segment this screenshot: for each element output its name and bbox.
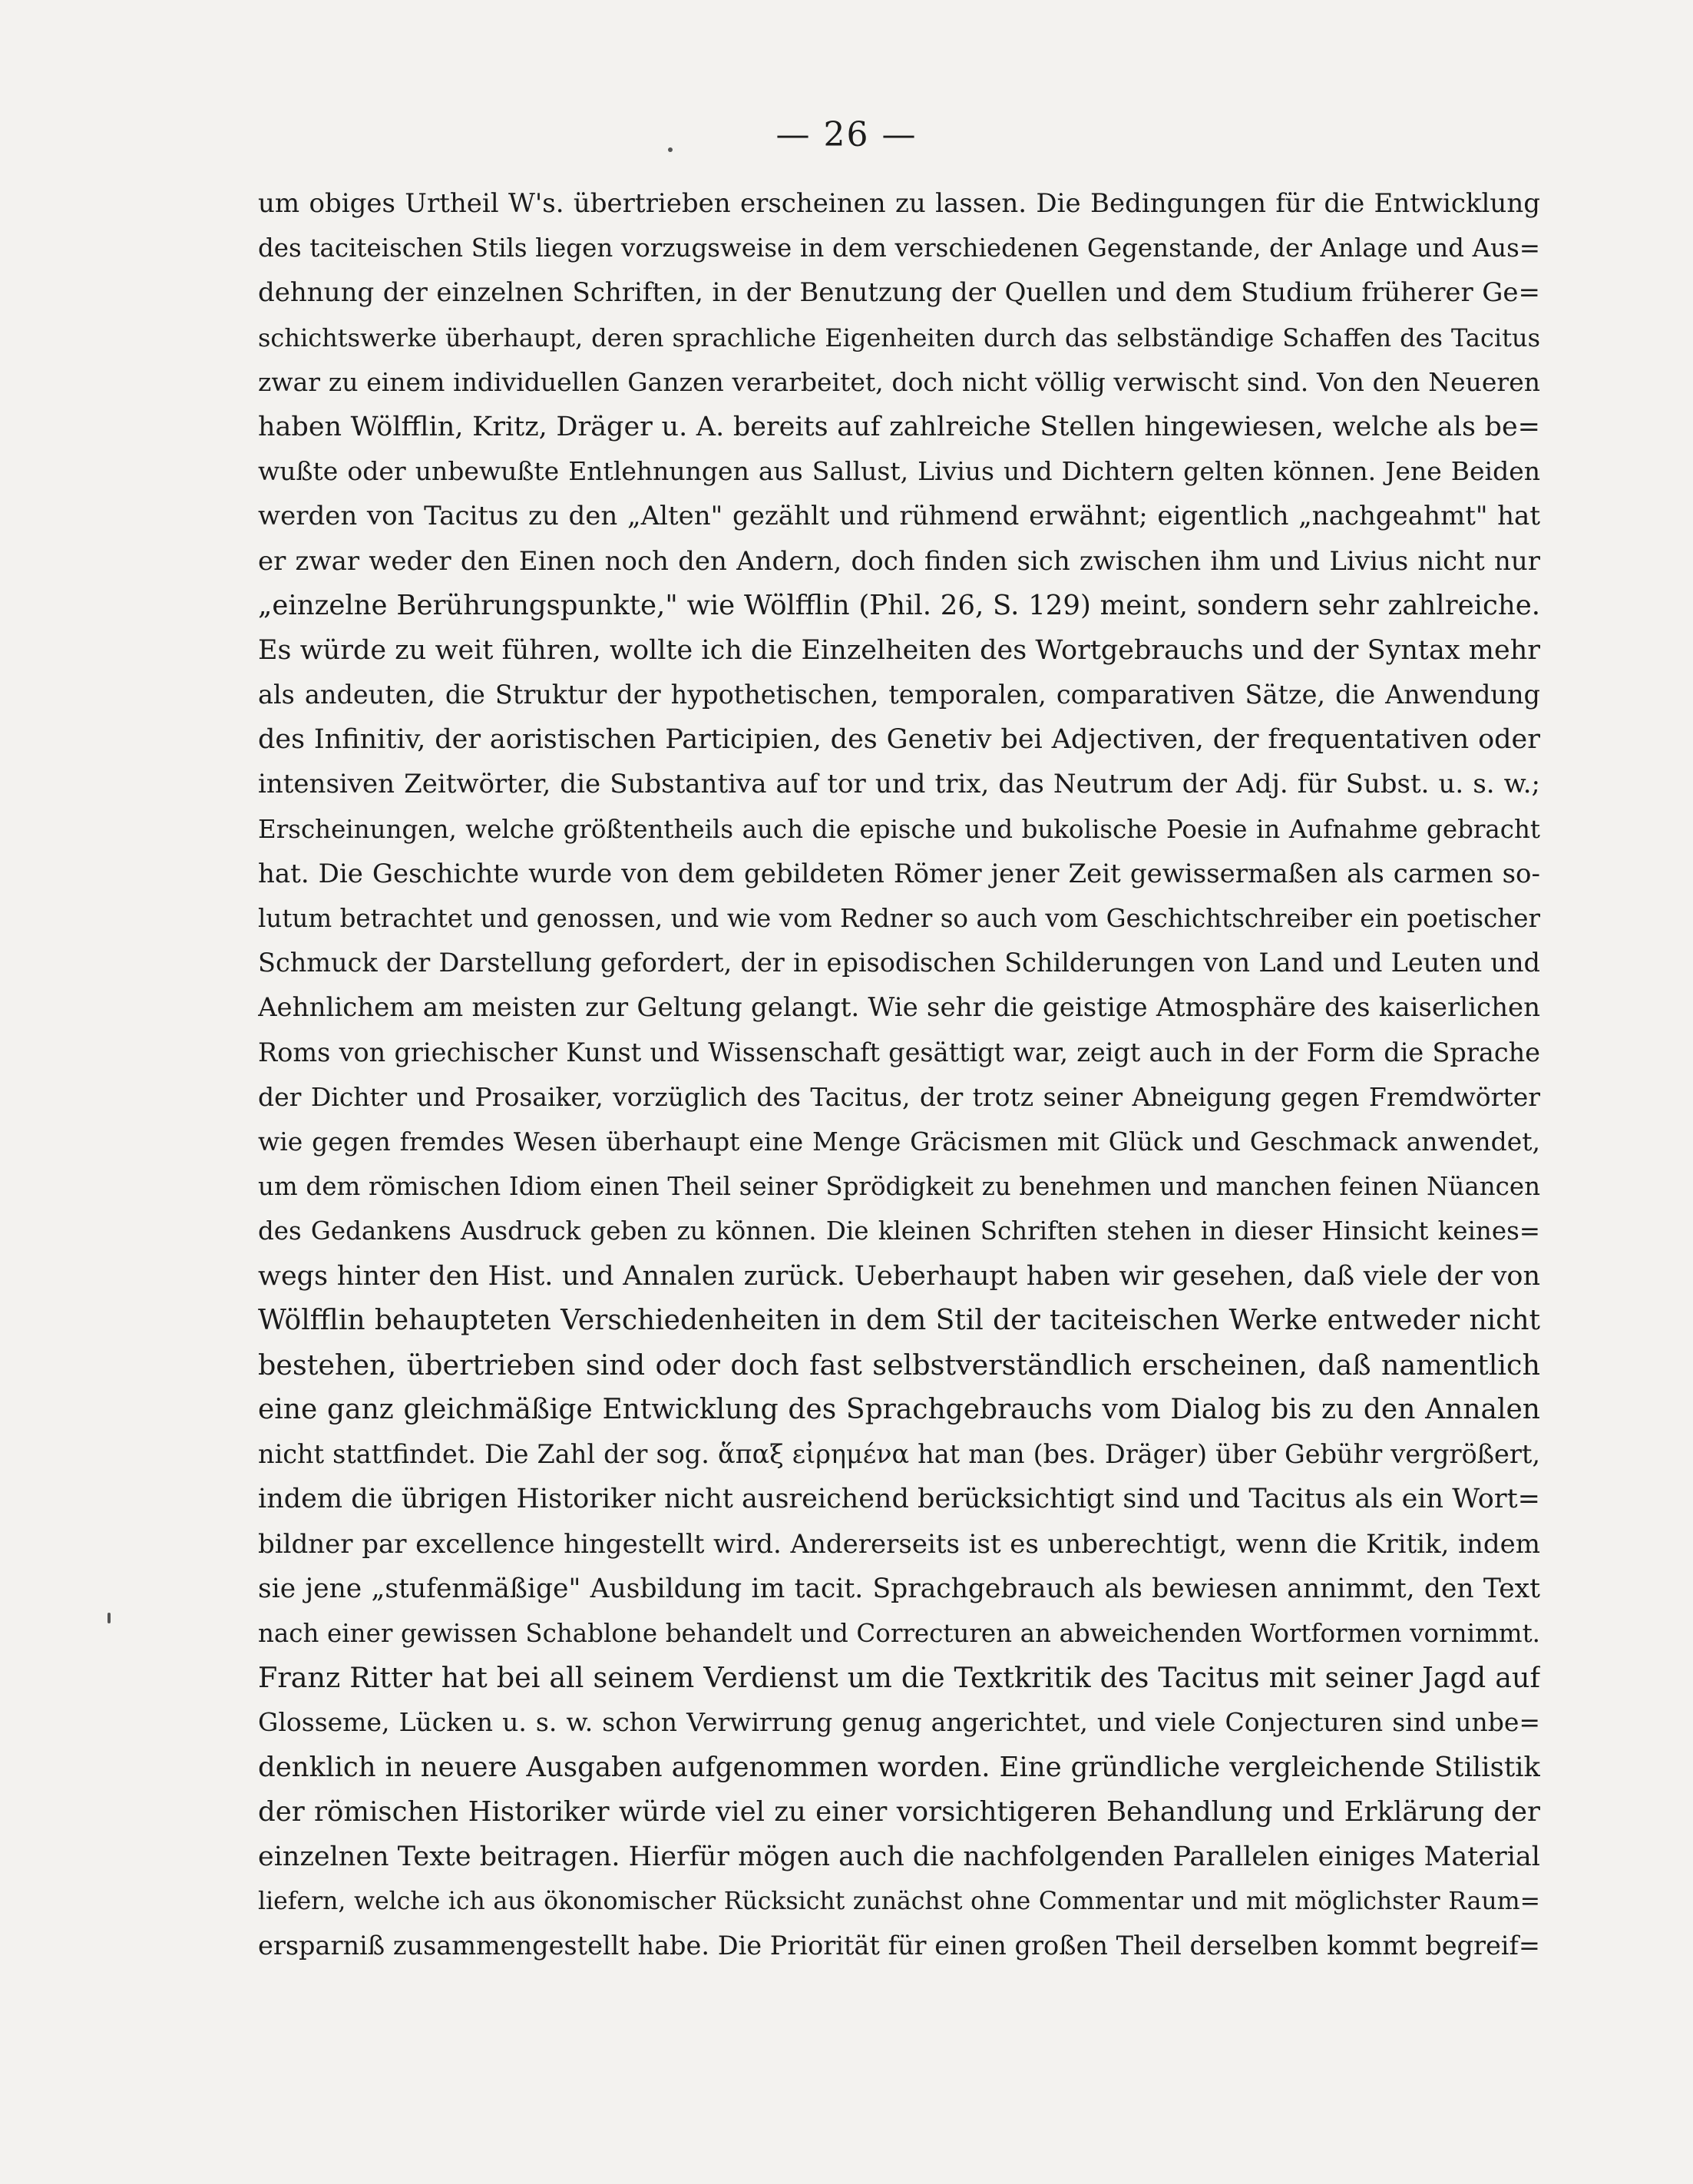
text-line: der Dichter und Prosaiker, vorzüglich des Tacitus, der trotz seiner Abneigung gegen Fremdwörter bbox=[258, 1081, 1540, 1112]
text-line: werden von Tacitus zu den „Alten" gezählt und rühmend erwähnt; eigentlich „nachgeahmt" hat bbox=[258, 501, 1540, 532]
body-text bbox=[258, 181, 1540, 1969]
text-line: liefern, welche ich aus ökonomischer Rücksicht zunächst ohne Commentar und mit möglichster Raum= bbox=[258, 1888, 1540, 1916]
text-line: haben Wölfflin, Kritz, Dräger u. A. bereits auf zahlreiche Stellen hingewiesen, welche als be= bbox=[258, 411, 1540, 442]
text-line: bestehen, übertrieben sind oder doch fast selbstverständlich erscheinen, daß namentlich bbox=[258, 1348, 1540, 1382]
text-line: der römischen Historiker würde viel zu einer vorsichtigeren Behandlung und Erklärung der bbox=[258, 1795, 1540, 1828]
text-line: dehnung der einzelnen Schriften, in der Benutzung der Quellen und dem Studium früherer Ge= bbox=[258, 277, 1540, 309]
text-line: nicht stattfindet. Die Zahl der sog. ἅπαξ εἰρημένα hat man (bes. Dräger) über Gebühr vergrößert, bbox=[258, 1439, 1540, 1470]
text-line: Wölfflin behaupteten Verschiedenheiten in dem Stil der taciteischen Werke entweder nicht bbox=[258, 1304, 1540, 1336]
text-line: Glosseme, Lücken u. s. w. schon Verwirrung genug angerichtet, und viele Conjecturen sind unbe= bbox=[258, 1707, 1540, 1738]
text-line: denklich in neuere Ausgaben aufgenommen worden. Eine gründliche vergleichende Stilistik bbox=[258, 1751, 1540, 1783]
scan-speck bbox=[668, 147, 673, 152]
page-number: — 26 — bbox=[775, 115, 918, 154]
text-line: zwar zu einem individuellen Ganzen verarbeitet, doch nicht völlig verwischt sind. Von den Neueren bbox=[258, 366, 1540, 397]
text-line: Aehnlichem am meisten zur Geltung gelangt. Wie sehr die geistige Atmosphäre des kaiserlichen bbox=[258, 992, 1540, 1024]
text-line: sie jene „stufenmäßige" Ausbildung im tacit. Sprachgebrauch als bewiesen annimmt, den Text bbox=[258, 1573, 1540, 1604]
text-line: um obiges Urtheil W's. übertrieben erscheinen zu lassen. Die Bedingungen für die Entwicklung bbox=[258, 188, 1540, 219]
text-line: wie gegen fremdes Wesen überhaupt eine Menge Gräcismen mit Glück und Geschmack anwendet, bbox=[258, 1126, 1540, 1157]
text-line: bildner par excellence hingestellt wird. Andererseits ist es unberechtigt, wenn die Kritik, indem bbox=[258, 1528, 1540, 1560]
text-line: des Infinitiv, der aoristischen Participien, des Genetiv bei Adjectiven, der frequentativen oder bbox=[258, 724, 1540, 756]
text-line: als andeuten, die Struktur der hypothetischen, temporalen, comparativen Sätze, die Anwendung bbox=[258, 680, 1540, 710]
text-line: einzelnen Texte beitragen. Hierfür mögen auch die nachfolgenden Parallelen einiges Material bbox=[258, 1841, 1540, 1872]
text-line: wegs hinter den Hist. und Annalen zurück. Ueberhaupt haben wir gesehen, daß viele der von bbox=[258, 1260, 1540, 1292]
text-line: lutum betrachtet und genossen, und wie vom Redner so auch vom Geschichtschreiber ein poetischer bbox=[258, 904, 1540, 933]
text-line: schichtswerke überhaupt, deren sprachliche Eigenheiten durch das selbständige Schaffen des Tacitus bbox=[258, 323, 1540, 352]
text-line: indem die übrigen Historiker nicht ausreichend berücksichtigt sind und Tacitus als ein Wort= bbox=[258, 1484, 1540, 1515]
text-line: des Gedankens Ausdruck geben zu können. Die kleinen Schriften stehen in dieser Hinsicht keines= bbox=[258, 1216, 1540, 1246]
text-line: ersparniß zusammengestellt habe. Die Priorität für einen großen Theil derselben kommt begreif= bbox=[258, 1931, 1540, 1961]
text-line: Franz Ritter hat bei all seinem Verdienst um die Textkritik des Tacitus mit seiner Jagd auf bbox=[258, 1661, 1540, 1695]
text-line: Roms von griechischer Kunst und Wissenschaft gesättigt war, zeigt auch in der Form die Sprache bbox=[258, 1037, 1540, 1067]
text-line: er zwar weder den Einen noch den Andern, doch finden sich zwischen ihm und Livius nicht nur bbox=[258, 545, 1540, 577]
text-line: Erscheinungen, welche größtentheils auch die epische und bukolische Poesie in Aufnahme gebracht bbox=[258, 814, 1540, 844]
text-line: des taciteischen Stils liegen vorzugsweise in dem verschiedenen Gegenstande, der Anlage und Aus= bbox=[258, 233, 1540, 263]
text-line: hat. Die Geschichte wurde von dem gebildeten Römer jener Zeit gewissermaßen als carmen so- bbox=[258, 858, 1540, 889]
text-line: Schmuck der Darstellung gefordert, der in episodischen Schilderungen von Land und Leuten und bbox=[258, 948, 1540, 978]
text-line: um dem römischen Idiom einen Theil seiner Sprödigkeit zu benehmen und manchen feinen Nüancen bbox=[258, 1172, 1540, 1202]
text-line: wußte oder unbewußte Entlehnungen aus Sallust, Livius und Dichtern gelten können. Jene Beiden bbox=[258, 456, 1540, 487]
text-line: eine ganz gleichmäßige Entwicklung des Sprachgebrauchs vom Dialog bis zu den Annalen bbox=[258, 1394, 1540, 1426]
scan-speck bbox=[107, 1613, 111, 1623]
text-line: „einzelne Berührungspunkte," wie Wölfflin (Phil. 26, S. 129) meint, sondern sehr zahlreiche. bbox=[258, 589, 1540, 621]
text-line: intensiven Zeitwörter, die Substantiva auf tor und trix, das Neutrum der Adj. für Subst. u. s. w.; bbox=[258, 769, 1540, 800]
text-line: Es würde zu weit führen, wollte ich die Einzelheiten des Wortgebrauchs und der Syntax mehr bbox=[258, 634, 1540, 666]
text-line: nach einer gewissen Schablone behandelt und Correcturen an abweichenden Wortformen vornimmt. bbox=[258, 1619, 1540, 1648]
